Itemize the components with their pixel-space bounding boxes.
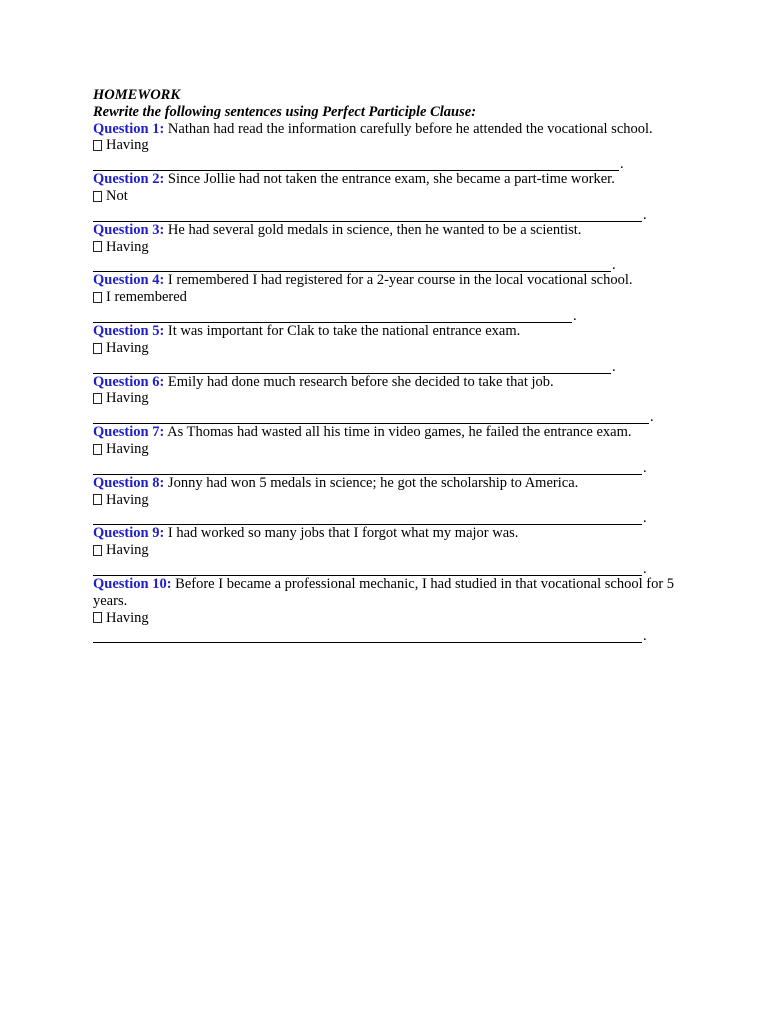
answer-area[interactable] xyxy=(93,508,683,525)
answer-line[interactable] xyxy=(93,207,642,222)
prompt-text: Having xyxy=(106,339,149,356)
answer-area[interactable] xyxy=(93,255,683,272)
question-label: Question 7: xyxy=(93,424,165,441)
question-label: Question 9: xyxy=(93,525,165,542)
checkbox-icon xyxy=(93,545,102,556)
checkbox-icon xyxy=(93,444,102,455)
prompt-text: Having xyxy=(106,609,149,626)
checkbox-icon xyxy=(93,292,102,303)
answer-line[interactable] xyxy=(93,561,642,576)
question-label: Question 3: xyxy=(93,221,165,238)
answer-area[interactable] xyxy=(93,205,683,222)
question-5 xyxy=(93,323,683,374)
answer-line[interactable] xyxy=(93,628,642,643)
answer-period: . xyxy=(612,257,616,274)
question-text: Nathan had read the information carefully before he attended the vocational school. xyxy=(167,120,653,137)
answer-period: . xyxy=(612,358,616,375)
answer-period: . xyxy=(643,459,647,476)
checkbox-icon xyxy=(93,393,102,404)
question-label: Question 10: xyxy=(93,575,172,592)
answer-period: . xyxy=(573,307,577,324)
answer-period: . xyxy=(643,206,647,223)
prompt-text: Having xyxy=(106,137,149,154)
answer-prompt xyxy=(93,289,683,306)
answer-area[interactable] xyxy=(93,306,683,323)
question-6 xyxy=(93,374,683,425)
checkbox-icon xyxy=(93,343,102,354)
question-8 xyxy=(93,475,683,526)
answer-line[interactable] xyxy=(93,359,611,374)
answer-period: . xyxy=(650,409,654,426)
answer-area[interactable] xyxy=(93,626,683,643)
prompt-text: Having xyxy=(106,390,149,407)
answer-prompt xyxy=(93,441,683,458)
question-label: Question 5: xyxy=(93,322,165,339)
answer-area[interactable] xyxy=(93,559,683,576)
checkbox-icon xyxy=(93,191,102,202)
question-text: Jonny had won 5 medals in science; he got the scholarship to America. xyxy=(167,474,579,491)
answer-prompt xyxy=(93,340,683,357)
question-2 xyxy=(93,171,683,222)
question-text: Before I became a professional mechanic, I had studied in that vocational school for 5 years. xyxy=(93,575,675,609)
question-3 xyxy=(93,222,683,273)
question-label: Question 4: xyxy=(93,272,165,289)
answer-area[interactable] xyxy=(93,458,683,475)
checkbox-icon xyxy=(93,612,102,623)
answer-line[interactable] xyxy=(93,308,572,323)
answer-area[interactable] xyxy=(93,407,683,424)
question-text: He had several gold medals in science, then he wanted to be a scientist. xyxy=(167,221,582,238)
checkbox-icon xyxy=(93,241,102,252)
question-text: I remembered I had registered for a 2-year course in the local vocational school. xyxy=(167,272,633,289)
answer-area[interactable] xyxy=(93,154,683,171)
page-title: HOMEWORK xyxy=(93,87,181,103)
question-4 xyxy=(93,272,683,323)
answer-line[interactable] xyxy=(93,156,619,171)
checkbox-icon xyxy=(93,494,102,505)
question-9 xyxy=(93,525,683,576)
answer-line[interactable] xyxy=(93,460,642,475)
answer-area[interactable] xyxy=(93,357,683,374)
question-10 xyxy=(93,576,683,643)
prompt-text: I remembered xyxy=(106,289,187,306)
answer-period: . xyxy=(643,510,647,527)
question-7 xyxy=(93,424,683,475)
question-label: Question 2: xyxy=(93,171,165,188)
answer-prompt xyxy=(93,610,683,627)
prompt-text: Having xyxy=(106,440,149,457)
prompt-text: Not xyxy=(106,187,128,204)
answer-period: . xyxy=(643,628,647,645)
answer-prompt xyxy=(93,492,683,509)
answer-prompt xyxy=(93,188,683,205)
question-label: Question 6: xyxy=(93,373,165,390)
answer-prompt xyxy=(93,390,683,407)
question-text: It was important for Clak to take the national entrance exam. xyxy=(167,322,521,339)
answer-period: . xyxy=(643,560,647,577)
question-text: As Thomas had wasted all his time in video games, he failed the entrance exam. xyxy=(167,424,632,441)
answer-line[interactable] xyxy=(93,409,649,424)
checkbox-icon xyxy=(93,140,102,151)
answer-line[interactable] xyxy=(93,257,611,272)
question-text: Emily had done much research before she decided to take that job. xyxy=(167,373,554,390)
question-text: Since Jollie had not taken the entrance exam, she became a part-time worker. xyxy=(167,171,615,188)
homework-page xyxy=(93,87,683,643)
instructions: Rewrite the following sentences using Perfect Participle Clause: xyxy=(93,103,477,120)
answer-line[interactable] xyxy=(93,510,642,525)
answer-prompt xyxy=(93,239,683,256)
prompt-text: Having xyxy=(106,491,149,508)
question-label: Question 8: xyxy=(93,474,165,491)
prompt-text: Having xyxy=(106,238,149,255)
prompt-text: Having xyxy=(106,542,149,559)
question-1 xyxy=(93,121,683,172)
question-text: I had worked so many jobs that I forgot what my major was. xyxy=(167,525,519,542)
question-label: Question 1: xyxy=(93,120,165,137)
answer-prompt xyxy=(93,137,683,154)
answer-prompt xyxy=(93,542,683,559)
answer-period: . xyxy=(620,156,624,173)
